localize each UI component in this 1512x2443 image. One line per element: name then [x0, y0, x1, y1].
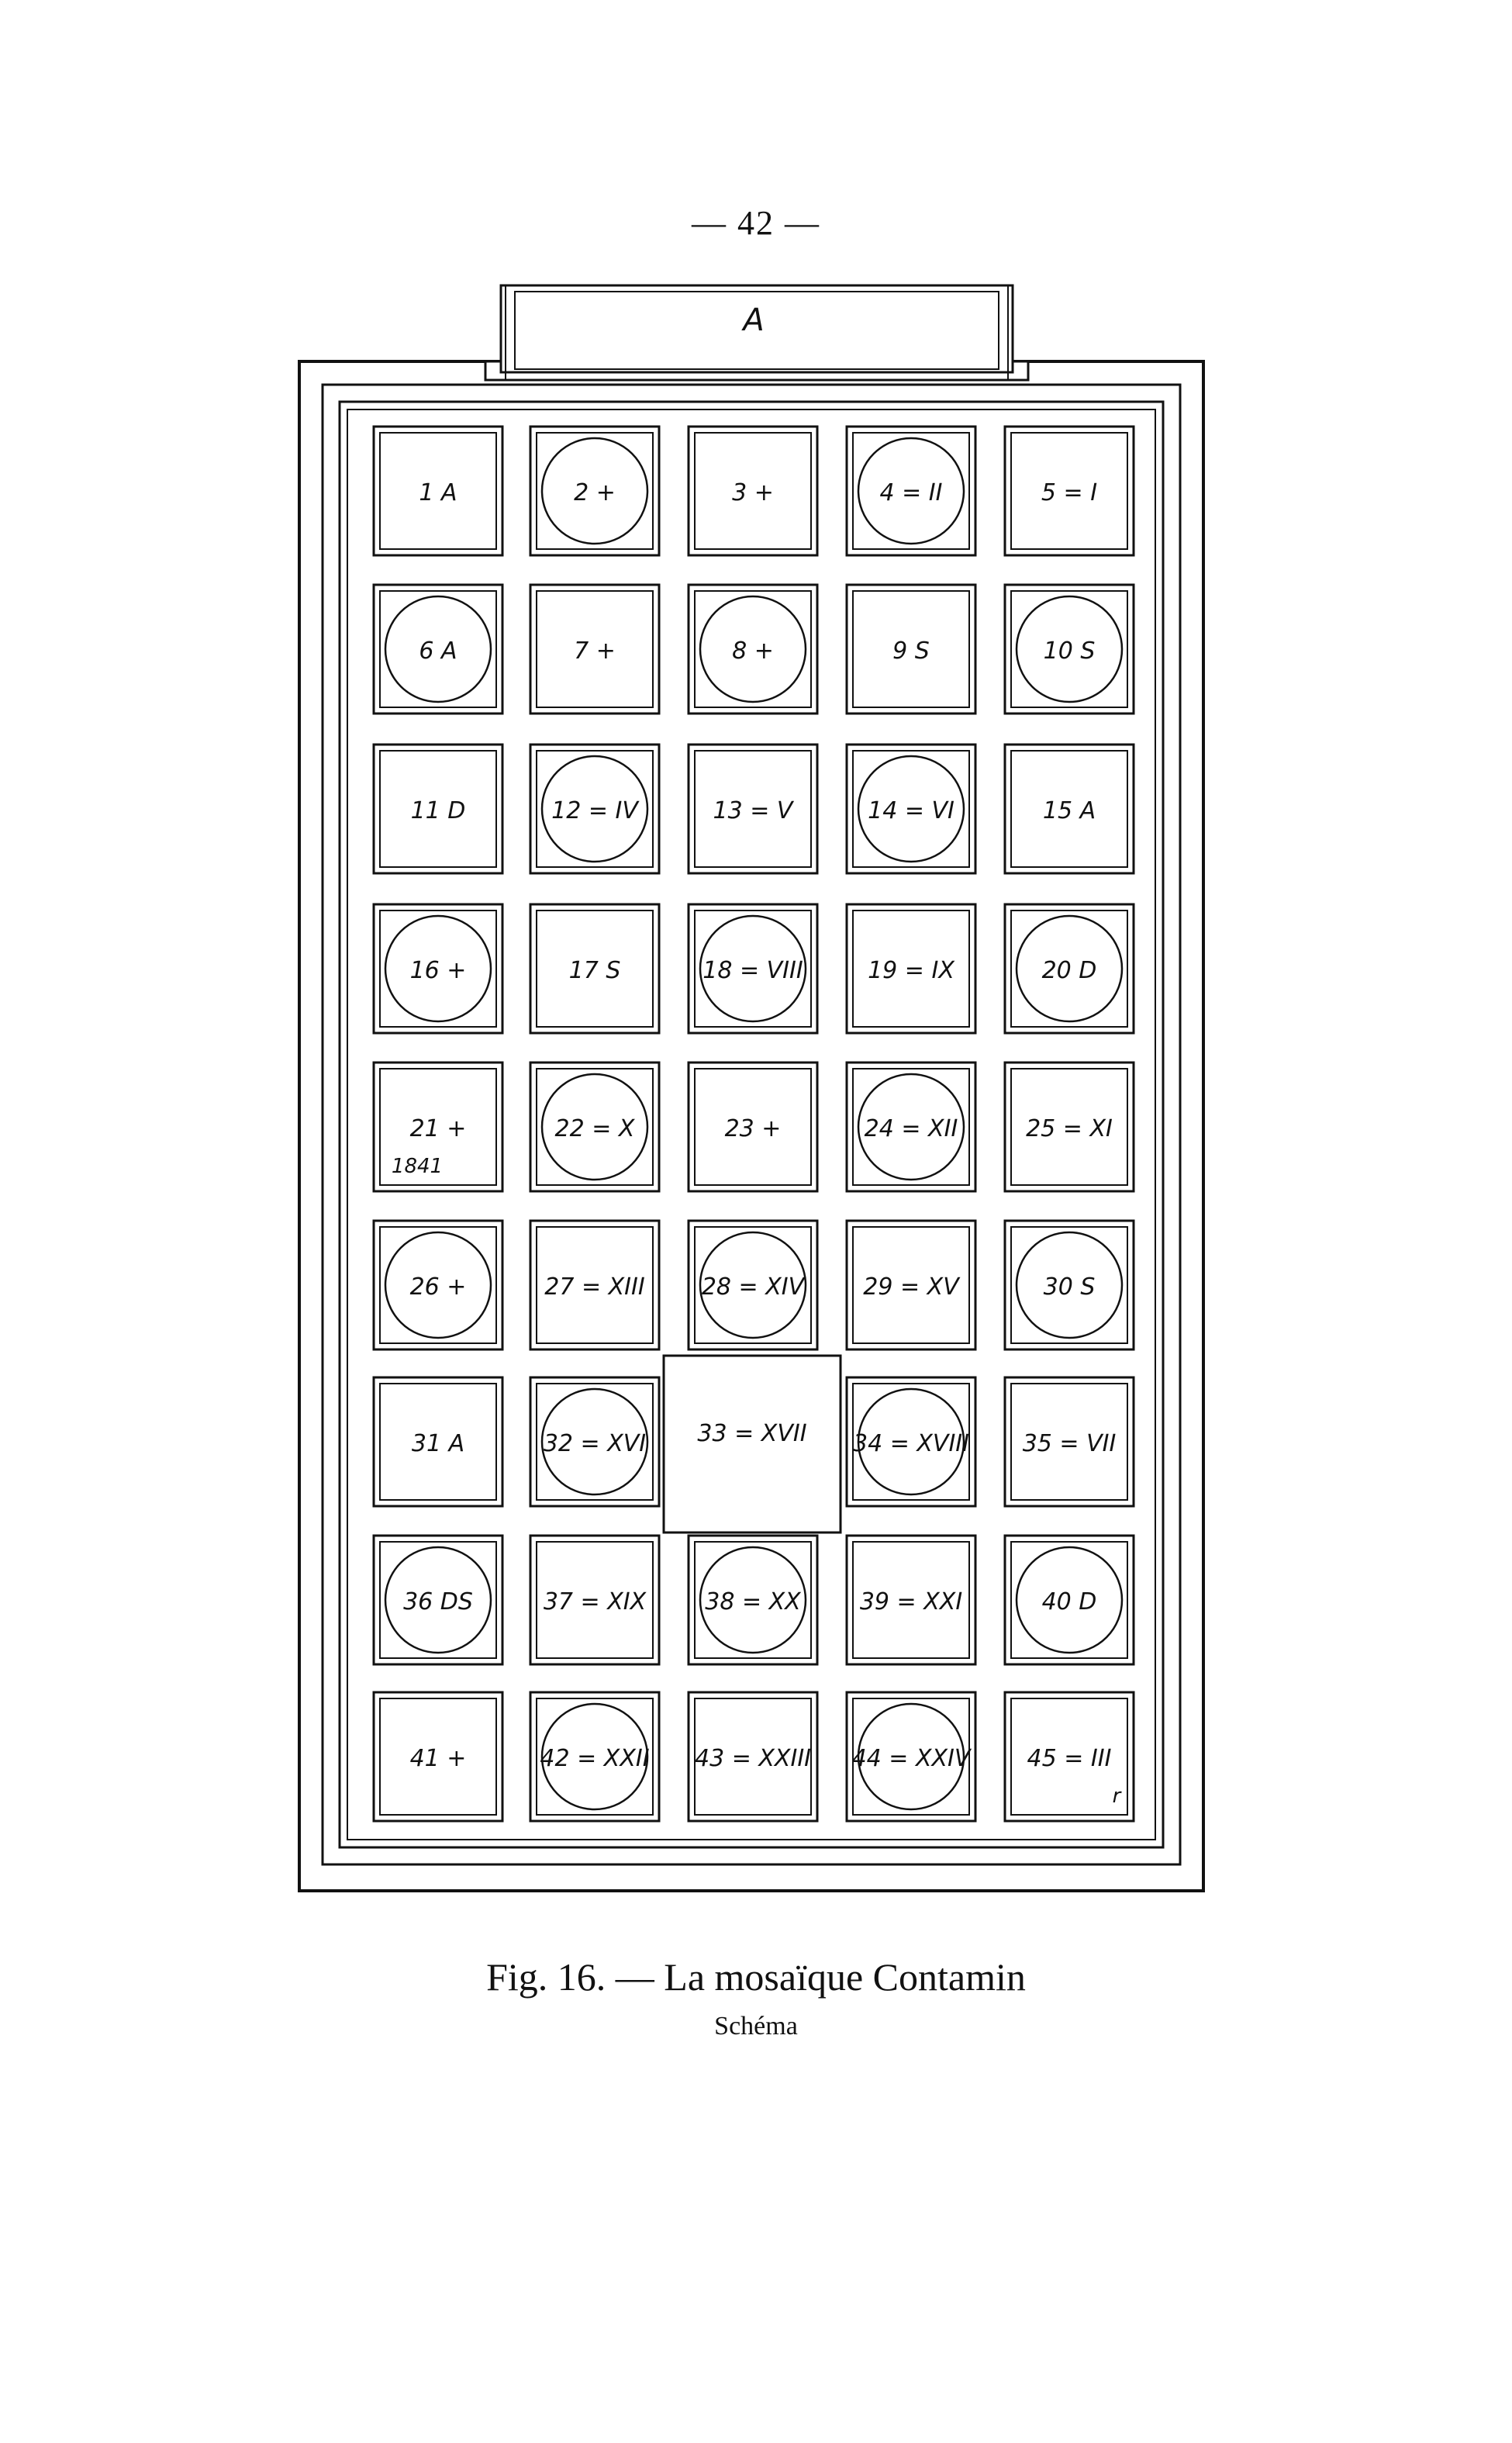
- tile-21: [374, 1063, 502, 1191]
- tile-25: [1005, 1063, 1134, 1191]
- tile-16: [374, 904, 502, 1033]
- tile-26: [374, 1221, 502, 1349]
- tile-label: 44 = XXIV: [851, 1745, 971, 1772]
- tile-label: 16 +: [409, 957, 467, 984]
- tile-31: [374, 1377, 502, 1506]
- tile-6: [374, 585, 502, 714]
- tile-label: 31 A: [411, 1430, 465, 1457]
- tile-32: [530, 1377, 659, 1506]
- tile-label: 27 = XIII: [544, 1273, 645, 1301]
- tile-2: [530, 427, 659, 555]
- tile-label: 12 = IV: [551, 797, 638, 824]
- tile-label: 10 S: [1043, 638, 1096, 665]
- tile-label: 41 +: [409, 1745, 467, 1772]
- tile-19: [847, 904, 975, 1033]
- tile-label: 2 +: [574, 479, 616, 506]
- tile-7: [530, 585, 659, 714]
- tile-29: [847, 1221, 975, 1349]
- tile-label: 37 = XIX: [543, 1588, 647, 1615]
- tile-33: [664, 1356, 841, 1532]
- tile-3: [689, 427, 817, 555]
- tile-label: 4 = II: [879, 479, 943, 506]
- tile-label: 28 = XIV: [701, 1273, 805, 1301]
- tile-label: 13 = V: [713, 797, 793, 824]
- tile-label: 25 = XI: [1026, 1115, 1113, 1142]
- tile-10: [1005, 585, 1134, 714]
- tile-28: [689, 1221, 817, 1349]
- tile-label: 9 S: [892, 638, 930, 665]
- tile-18: [689, 904, 817, 1033]
- tile-label: 7 +: [574, 638, 616, 665]
- tile-label: 1 A: [419, 479, 457, 506]
- tile-label: 34 = XVIII: [853, 1430, 969, 1457]
- tile-label: 45 = III: [1027, 1745, 1112, 1772]
- tile-label: 42 = XXII: [540, 1745, 650, 1772]
- tile-label: 15 A: [1042, 797, 1096, 824]
- tile-41: [374, 1692, 502, 1821]
- tile-label: 33 = XVII: [697, 1420, 807, 1447]
- tile-42: [530, 1692, 659, 1821]
- tile-label: 5 = I: [1041, 479, 1098, 506]
- tile-39: [847, 1536, 975, 1664]
- page-number: — 42 —: [692, 204, 820, 242]
- tile-label: 36 DS: [403, 1588, 473, 1615]
- entrance-label: A: [743, 302, 765, 338]
- tile-24: [847, 1063, 975, 1191]
- tile-label: 19 = IX: [868, 957, 954, 984]
- tile-38: [689, 1536, 817, 1664]
- tile-label: 14 = VI: [868, 797, 954, 824]
- tile-sublabel: r: [1112, 1785, 1121, 1808]
- tile-label: 21 +: [409, 1115, 467, 1142]
- tile-label: 18 = VIII: [702, 957, 803, 984]
- tile-44: [847, 1692, 975, 1821]
- tile-label: 17 S: [568, 957, 621, 984]
- tile-20: [1005, 904, 1134, 1033]
- tile-label: 6 A: [419, 638, 457, 665]
- tile-45: [1005, 1692, 1134, 1821]
- tile-label: 40 D: [1041, 1588, 1097, 1615]
- tile-label: 29 = XV: [863, 1273, 959, 1301]
- figure-caption: Fig. 16. — La mosaïque Contamin: [486, 1955, 1026, 1999]
- tile-22: [530, 1063, 659, 1191]
- tile-1: [374, 427, 502, 555]
- tile-label: 32 = XVI: [543, 1430, 647, 1457]
- tile-label: 8 +: [732, 638, 774, 665]
- tile-label: 22 = X: [554, 1115, 635, 1142]
- tile-label: 35 = VII: [1022, 1430, 1117, 1457]
- tile-14: [847, 745, 975, 873]
- tile-label: 38 = XX: [705, 1588, 801, 1615]
- tile-13: [689, 745, 817, 873]
- tile-label: 11 D: [410, 797, 466, 824]
- figure-subcaption: Schéma: [714, 2012, 798, 2040]
- tile-12: [530, 745, 659, 873]
- tile-30: [1005, 1221, 1134, 1349]
- tile-23: [689, 1063, 817, 1191]
- tile-label: 3 +: [732, 479, 774, 506]
- tile-34: [847, 1377, 975, 1506]
- tile-8: [689, 585, 817, 714]
- tile-37: [530, 1536, 659, 1664]
- tile-label: 20 D: [1041, 957, 1097, 984]
- tile-15: [1005, 745, 1134, 873]
- tile-35: [1005, 1377, 1134, 1506]
- tile-label: 39 = XXI: [859, 1588, 963, 1615]
- tile-11: [374, 745, 502, 873]
- tile-label: 26 +: [409, 1273, 467, 1301]
- tile-27: [530, 1221, 659, 1349]
- tile-label: 24 = XII: [864, 1115, 958, 1142]
- tile-43: [689, 1692, 817, 1821]
- tile-36: [374, 1536, 502, 1664]
- tile-label: 43 = XXIII: [694, 1745, 812, 1772]
- tile-4: [847, 427, 975, 555]
- tile-9: [847, 585, 975, 714]
- tile-sublabel: 1841: [391, 1155, 444, 1178]
- tile-5: [1005, 427, 1134, 555]
- tile-label: 23 +: [724, 1115, 782, 1142]
- tile-label: 30 S: [1043, 1273, 1096, 1301]
- tile-17: [530, 904, 659, 1033]
- tile-grid: [374, 427, 1134, 1821]
- tile-40: [1005, 1536, 1134, 1664]
